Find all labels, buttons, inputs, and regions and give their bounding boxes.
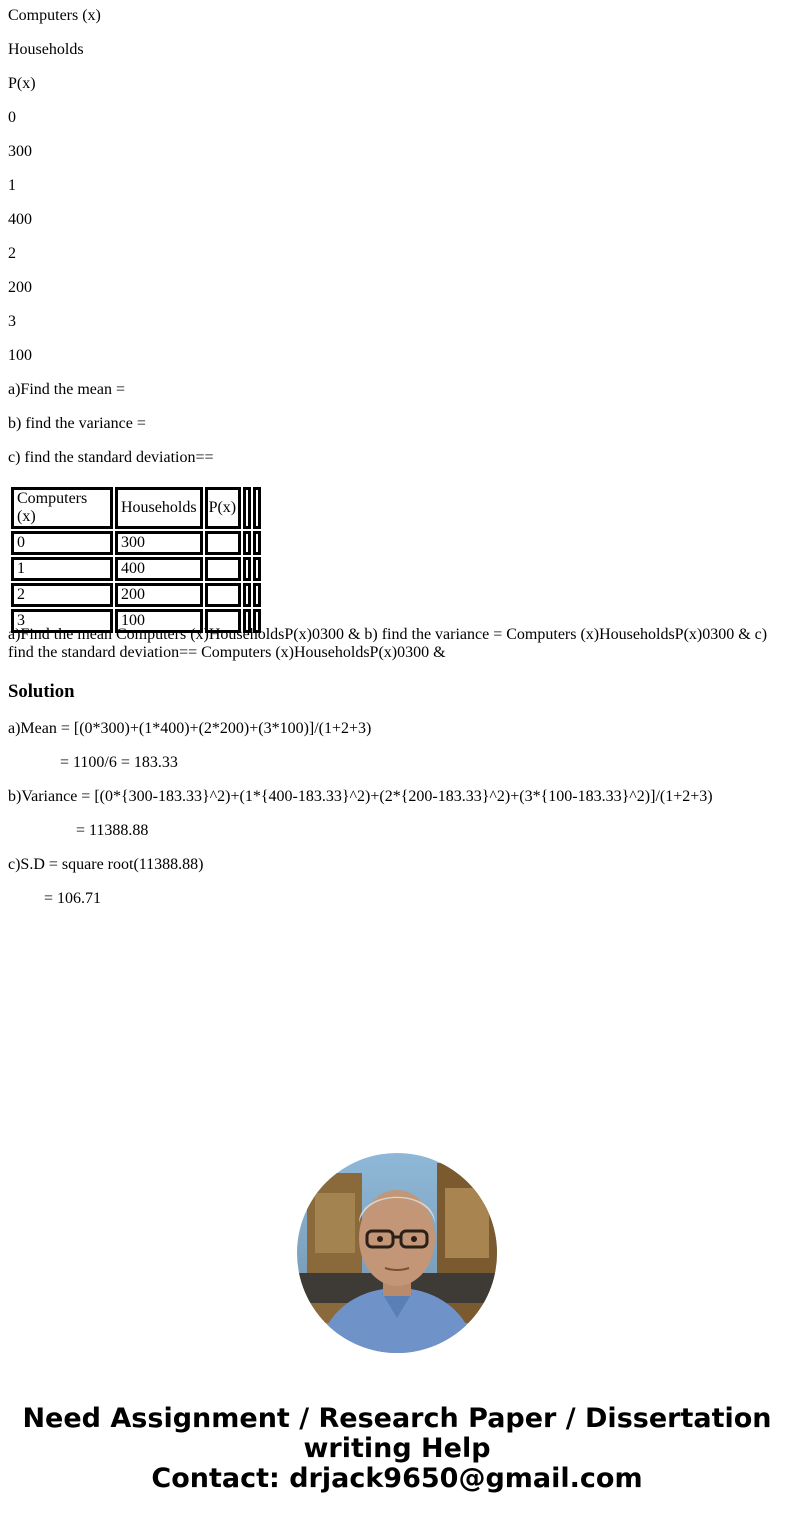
solution-sd-result: = 106.71 xyxy=(44,890,102,907)
line-value: 2 xyxy=(8,245,16,262)
table-empty-cell xyxy=(253,487,261,529)
solution-heading: Solution xyxy=(8,681,75,702)
data-table xyxy=(8,484,264,636)
table-cell: 0 xyxy=(11,531,113,555)
line-value: 400 xyxy=(8,211,32,228)
line-value: 3 xyxy=(8,313,16,330)
table-cell: 2 xyxy=(11,583,113,607)
table-empty-cell xyxy=(243,583,251,607)
table-cell: 300 xyxy=(115,531,203,555)
table-row xyxy=(11,557,261,581)
table-empty-cell xyxy=(253,557,261,581)
footer-contact-line: Contact: drjack9650@gmail.com xyxy=(151,1463,643,1494)
line-households-label: Households xyxy=(8,41,84,58)
table-cell: 400 xyxy=(115,557,203,581)
line-value: 0 xyxy=(8,109,16,126)
footer-line-1: Need Assignment / Research Paper / Dissertation xyxy=(22,1403,772,1434)
solution-sd-formula: c)S.D = square root(11388.88) xyxy=(8,856,204,873)
question-mean: a)Find the mean = xyxy=(8,381,125,398)
table-header-cell: Computers (x) xyxy=(11,487,113,529)
table-cell: 200 xyxy=(115,583,203,607)
question-variance: b) find the variance = xyxy=(8,415,146,432)
table-header-row xyxy=(11,487,261,529)
person-photo-icon xyxy=(297,1153,497,1353)
table-empty-cell xyxy=(243,557,251,581)
line-computers-label: Computers (x) xyxy=(8,7,101,24)
table-cell: 3 xyxy=(11,609,113,633)
solution-mean-result: = 1100/6 = 183.33 xyxy=(60,754,178,771)
solution-mean-formula: a)Mean = [(0*300)+(1*400)+(2*200)+(3*100)]/(1+2+3) xyxy=(8,720,372,737)
table-empty-cell xyxy=(243,487,251,529)
solution-variance-result: = 11388.88 xyxy=(76,822,149,839)
footer-promo xyxy=(0,1404,794,1494)
line-value: 300 xyxy=(8,143,32,160)
table-empty-cell xyxy=(205,557,241,581)
table-empty-cell xyxy=(205,583,241,607)
footer-line-2: writing Help xyxy=(303,1433,491,1464)
table-row xyxy=(11,583,261,607)
table-empty-cell xyxy=(205,531,241,555)
avatar-image xyxy=(297,1153,497,1353)
table-empty-cell xyxy=(243,531,251,555)
table-row xyxy=(11,531,261,555)
table-cell: 1 xyxy=(11,557,113,581)
table-header-cell: Households xyxy=(115,487,203,529)
line-value: 100 xyxy=(8,347,32,364)
line-px-label: P(x) xyxy=(8,75,36,92)
table-header-cell: P(x) xyxy=(205,487,241,529)
table-cell: 100 xyxy=(115,609,203,633)
line-value: 1 xyxy=(8,177,16,194)
run-on-question-paragraph: a)Find the mean Computers (x)HouseholdsP(x)0300 & b) find the variance = Computers (x)HouseholdsP(x)0300 & c) find the standard deviation== Computers (x)HouseholdsP(x)0300 & xyxy=(8,626,768,661)
table-empty-cell xyxy=(253,583,261,607)
line-value: 200 xyxy=(8,279,32,296)
table-empty-cell xyxy=(253,531,261,555)
solution-variance-formula: b)Variance = [(0*{300-183.33}^2)+(1*{400-183.33}^2)+(2*{200-183.33}^2)+(3*{100-183.33}^2)]/(1+2+3) xyxy=(8,788,713,805)
question-std-dev: c) find the standard deviation== xyxy=(8,449,214,466)
